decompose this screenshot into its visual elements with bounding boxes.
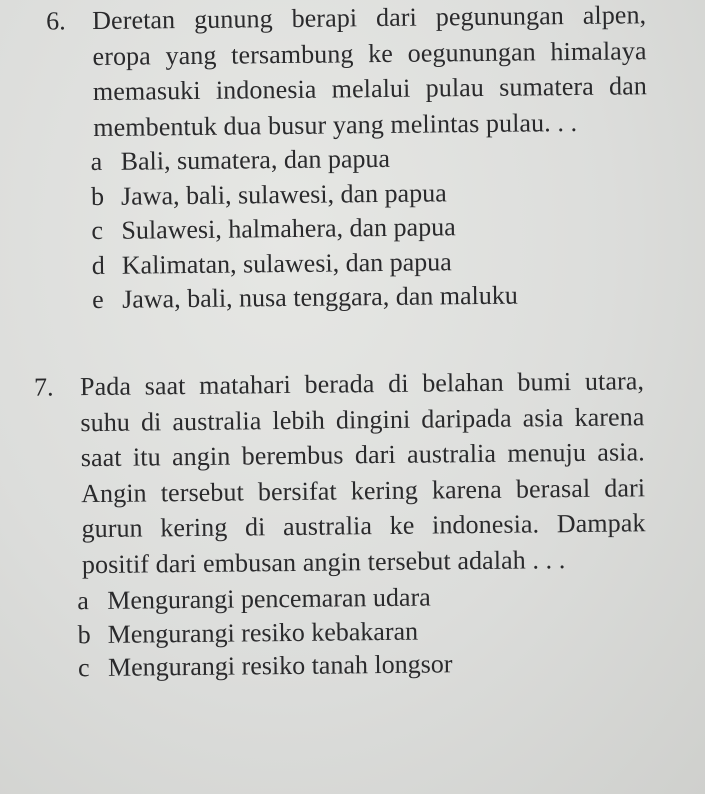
- option-letter: e: [91, 284, 104, 315]
- option-letter: c: [77, 653, 90, 683]
- question-number: 6.: [46, 6, 66, 36]
- question-6: [46, 0, 649, 318]
- option-text: Mengurangi pencemaran udara: [107, 582, 431, 615]
- option-e: [92, 277, 649, 317]
- option-text: Bali, sumatera, dan papua: [120, 143, 391, 176]
- option-letter: d: [91, 250, 105, 280]
- question-7: [34, 363, 647, 685]
- question-stem: Pada saat matahari berada di belahan bumi utara, suhu di australia lebih dingini daripada asia karena saat itu angin berembus dari australia menuju asia. Angin tersebut bersifat kering karena berasal dari gurun kering di australia ke indonesia. Dampak positif dari embusan angin tersebut adalah . . .: [79, 366, 646, 579]
- option-text: Mengurangi resiko kebakaran: [107, 616, 419, 649]
- question-stem: Deretan gunung berapi dari pegunungan alpen, eropa yang tersambung ke oegunungan himalaya memasuki indonesia melalui pulau sumatera dan membentuk dua busur yang melintas pulau. . .: [92, 0, 648, 142]
- option-letter: a: [90, 146, 103, 177]
- options-list: [77, 578, 647, 684]
- option-b: [91, 174, 648, 214]
- option-c: [91, 208, 648, 248]
- option-text: Mengurangi resiko tanah longsor: [107, 649, 453, 682]
- question-number: 7.: [33, 372, 54, 402]
- option-letter: b: [77, 619, 91, 649]
- option-text: Kalimatan, sulawesi, dan papua: [121, 246, 452, 280]
- option-letter: a: [77, 586, 89, 616]
- option-letter: c: [91, 215, 104, 246]
- options-list: [91, 139, 650, 317]
- question-6-row: [46, 0, 647, 146]
- option-text: Jawa, bali, sulawesi, dan papua: [120, 177, 447, 211]
- option-text: Jawa, bali, nusa tenggara, dan maluku: [121, 280, 518, 314]
- option-letter: b: [90, 181, 105, 211]
- option-d: [92, 243, 649, 283]
- question-7-row: [34, 363, 646, 582]
- option-text: Sulawesi, halmahera, dan papua: [121, 212, 456, 245]
- option-c: [78, 645, 647, 684]
- option-a: [91, 139, 648, 179]
